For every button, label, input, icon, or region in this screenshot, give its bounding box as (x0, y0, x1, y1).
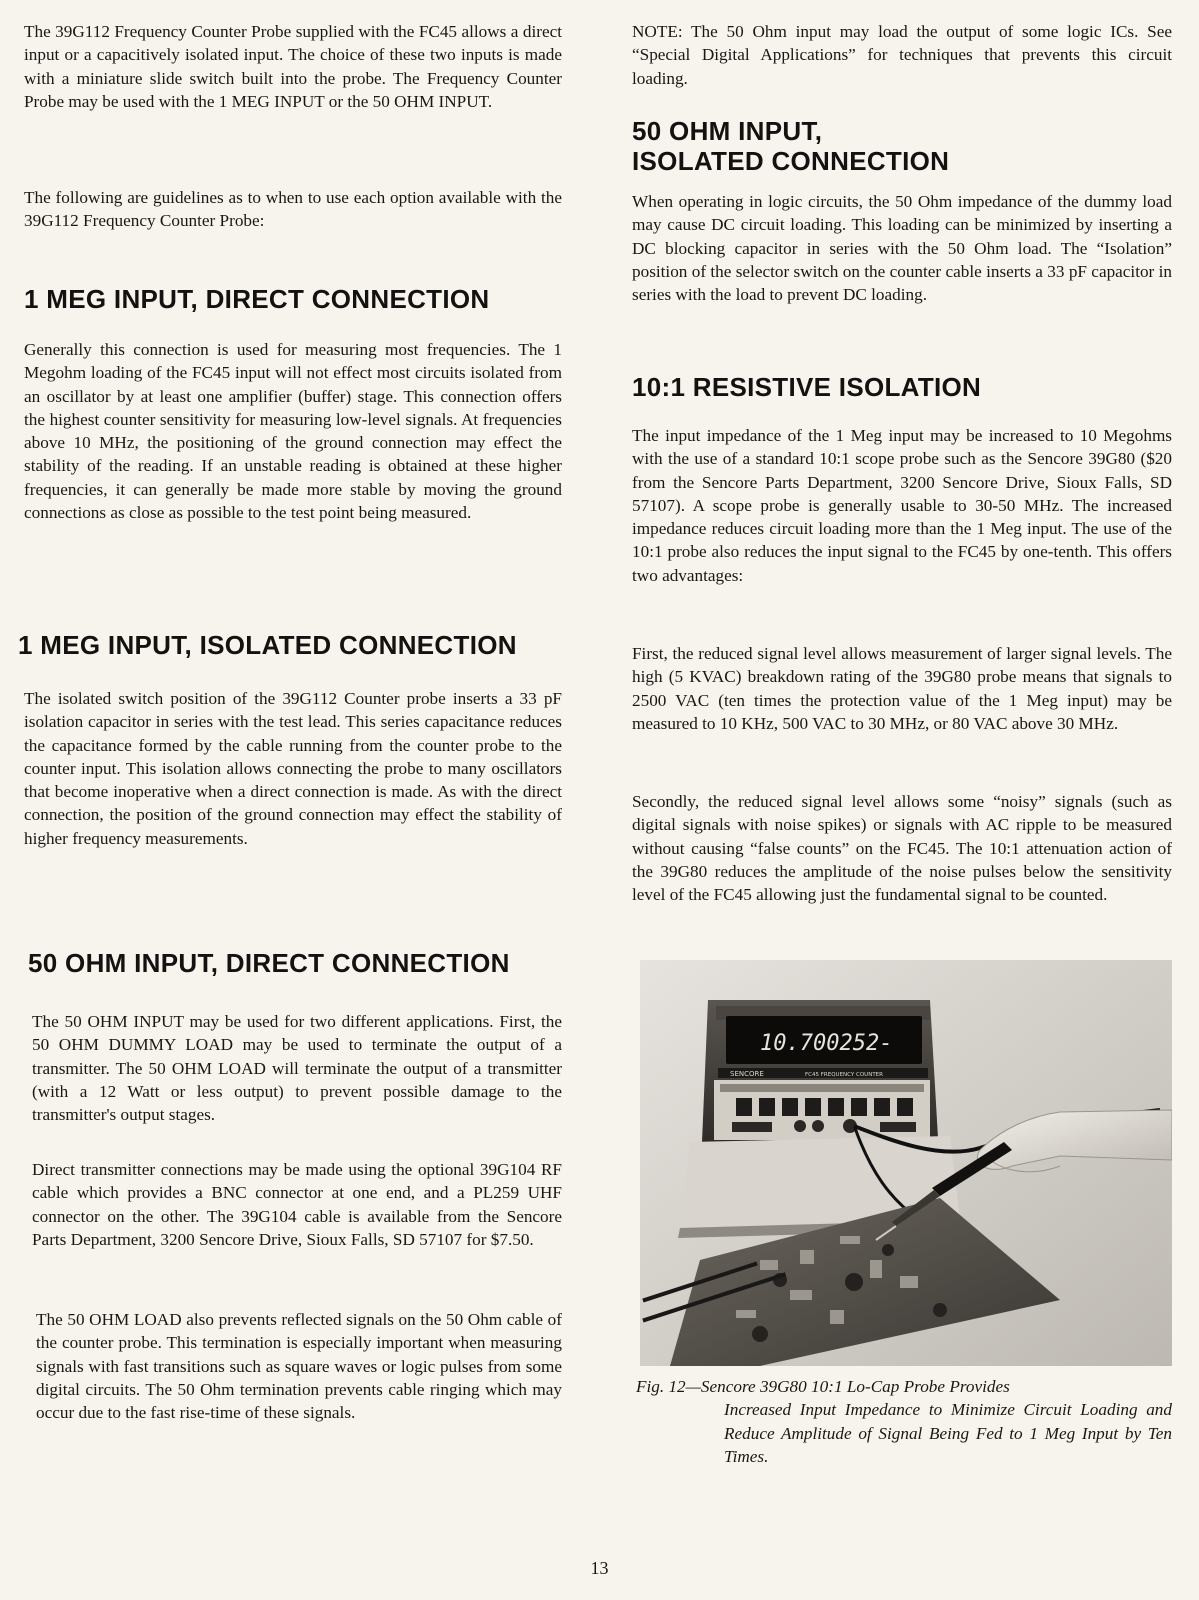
section-1meg-direct-paragraph: Generally this connection is used for measuring most frequencies. The 1 Megohm loading of the FC45 input will not effect most circuits isolated from an oscillator by at least one amplifier (buffer) stage. This connection offers the highest counter sensitivity for measuring low-level signals. At frequencies above 10 MHz, the positioning of the ground connection may effect the stability of the reading. If an unstable reading is obtained at these higher frequencies, it can generally be made more stable by moving the ground connections as close as possible to the test point being measured. (24, 340, 562, 523)
note-paragraph: NOTE: The 50 Ohm input may load the output of some logic ICs. See “Special Digital Applications” for techniques that prevents this circuit loading. (632, 22, 1172, 88)
section-heading-resistive-isolation: 10:1 RESISTIVE ISOLATION (632, 372, 982, 402)
section-50ohm-direct-paragraph-2: Direct transmitter connections may be made using the optional 39G104 RF cable which provides a BNC connector at one end, and a PL259 UHF connector on the other. The 39G104 cable is available from the Sencore Parts Department, 3200 Sencore Drive, Sioux Falls, SD 57107 for $7.50. (32, 1160, 562, 1249)
section-1meg-isolated-paragraph: The isolated switch position of the 39G112 Counter probe inserts a 33 pF isolation capacitor in series with the test lead. This series capacitance reduces the capacitance formed by the cable running from the counter probe to the counter input. This isolation allows connecting the probe to many oscillators that become inoperative when a direct connection is made. As with the direct connection, the position of the ground connection may effect the stability of higher frequency measurements. (24, 689, 562, 848)
figure-photo (640, 960, 1172, 1366)
section-50ohm-direct-paragraph-3: The 50 OHM LOAD also prevents reflected signals on the 50 Ohm cable of the counter probe. This termination is especially important when measuring signals with fast transitions such as square waves or logic pulses from some digital circuits. The 50 Ohm termination prevents cable ringing which may occur due to the fast rise-time of these signals. (36, 1310, 562, 1423)
section-heading-50ohm-isolated-line1: 50 OHM INPUT, (632, 116, 823, 146)
counter-display-reading: 10.700252- (760, 1031, 893, 1056)
figure-caption-rest: Increased Input Impedance to Minimize Circuit Loading and Reduce Amplitude of Signal Being Fed to 1 Meg Input by Ten Times. (724, 1400, 1172, 1466)
section-resistive-isolation-paragraph-3: Secondly, the reduced signal level allows some “noisy” signals (such as digital signals with noise spikes) or signals with AC ripple to be measured without causing “false counts” on the FC45. The 10:1 attenuation action of the 39G80 reduces the amplitude of the noise pulses below the sensitivity level of the FC45 allowing just the fundamental signal to be counted. (632, 792, 1172, 905)
section-heading-1meg-direct: 1 MEG INPUT, DIRECT CONNECTION (24, 284, 490, 314)
section-50ohm-isolated-paragraph: When operating in logic circuits, the 50 Ohm impedance of the dummy load may cause DC circuit loading. This loading can be minimized by inserting a DC blocking capacitor in series with the 50 Ohm load. The “Isolation” position of the selector switch on the counter cable inserts a 33 pF capacitor in series with the load to prevent DC loading. (632, 192, 1172, 305)
guidelines-paragraph: The following are guidelines as to when to use each option available with the 39G112 Frequency Counter Probe: (24, 188, 562, 231)
section-50ohm-direct-paragraph-1: The 50 OHM INPUT may be used for two different applications. First, the 50 OHM DUMMY LOAD may be used to terminate the output of a transmitter. The 50 OHM LOAD will terminate the output of a transmitter (with a 12 Watt or less output) to prevent possible damage to the transmitter's output stages. (32, 1012, 562, 1125)
counter-model-label: FC45 FREQUENCY COUNTER (805, 1072, 883, 1078)
page-number: 13 (590, 1558, 609, 1578)
figure-caption-lead: Fig. 12—Sencore 39G80 10:1 Lo-Cap Probe Provides (636, 1377, 1010, 1396)
section-heading-50ohm-isolated-line2: ISOLATED CONNECTION (632, 146, 950, 176)
section-resistive-isolation-paragraph-2: First, the reduced signal level allows measurement of larger signal levels. The high (5 KVAC) breakdown rating of the 39G80 probe means that signals to 2500 VAC (ten times the protection value of the 1 Meg input) may be measured to 10 KHz, 500 VAC to 30 MHz, or 80 VAC above 30 MHz. (632, 644, 1172, 733)
section-resistive-isolation-paragraph-1: The input impedance of the 1 Meg input may be increased to 10 Megohms with the use of a standard 10:1 scope probe such as the Sencore 39G80 ($20 from the Sencore Parts Department, 3200 Sencore Drive, Sioux Falls, SD 57107). A scope probe is generally usable to 30-50 MHz. The increased impedance reduces circuit loading more than the 1 Meg input. The use of the 10:1 probe also reduces the input signal to the FC45 by one-tenth. This offers two advantages: (632, 426, 1172, 585)
section-heading-1meg-isolated: 1 MEG INPUT, ISOLATED CONNECTION (18, 630, 517, 660)
section-heading-50ohm-direct: 50 OHM INPUT, DIRECT CONNECTION (28, 948, 510, 978)
counter-brand-label: SENCORE (730, 1070, 764, 1078)
intro-paragraph: The 39G112 Frequency Counter Probe supplied with the FC45 allows a direct input or a capacitively isolated input. The choice of these two inputs is made with a miniature slide switch built into the probe. The Frequency Counter Probe may be used with the 1 MEG INPUT or the 50 OHM INPUT. (24, 22, 562, 111)
figure-caption (636, 1375, 1172, 1468)
